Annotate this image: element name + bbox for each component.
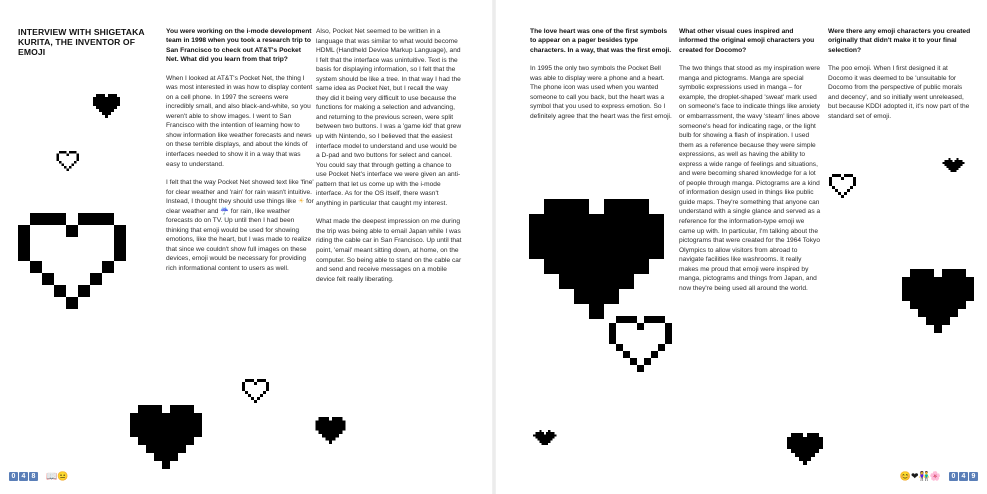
filled-heart-icon xyxy=(93,94,120,118)
answer-1-paragraph-2 xyxy=(166,178,314,273)
answer-5-paragraph-1: The poo emoji. When I first designed it at Docomo it was deemed to be 'unsuitable for Docomo from the perspective of public morals and decency', and so initially went unreleased, but because KDDI adopted it, it's now part of the standard set of emoji. xyxy=(828,65,970,120)
page-digit: 4 xyxy=(19,472,28,481)
large-outline-heart-icon xyxy=(18,213,126,309)
page-digit: 9 xyxy=(969,472,978,481)
filled-heart-icon xyxy=(787,433,823,465)
umbrella-icon: ☔ xyxy=(220,207,229,215)
outline-heart-icon xyxy=(609,316,672,372)
article-title: INTERVIEW WITH SHIGETAKA KURITA, THE INVENTOR OF EMOJI xyxy=(18,27,145,57)
question-3: What other visual cues inspired and informed the original emoji characters you created for Docomo? xyxy=(679,28,815,54)
book-face-icon: 📖😐 xyxy=(46,471,69,481)
answer-3-paragraph-1: In 1995 the only two symbols the Pocket Bell was able to display were a phone and a heart. The phone icon was used when you wanted someone to call you back, but the heart was a symbol that you used to express emotion. So I definitely agree that the heart was the first emoji. xyxy=(530,65,672,120)
column-2 xyxy=(316,27,462,284)
page-number xyxy=(949,472,978,481)
question-2: The love heart was one of the first symbols to appear on a pager besides type characters. In a way, that was the first emoji. xyxy=(530,28,672,54)
answer-1-text-b: for clear weather and xyxy=(166,198,314,215)
answer-1-text-c: for rain, like weather forecasts do on TV. Up until then I had been thinking that emoji would be used for showing emotions, like the heart, but I was made to realize that since we couldn't show full images on these devices, emoji would be necessary for providing rich informational content to users as well. xyxy=(166,207,312,273)
answer-4-paragraph-1: The two things that stood as my inspiration were manga and pictograms. Manga are special symbolic expressions used in manga – for example, the droplet-shaped 'sweat' mark used on someone's face to indicate things like anxiety or embarrassment, the wavy 'steam' lines above someone's head for indicating rage, or the light bulb for showing a flash of inspiration. I used them as a reference because they were simple expressions, as well as having the ability to express a wide range of feelings and situations, and were becoming shared knowledge for a lot of people through manga. Pictograms are a kind of information design used in things like public guide maps. They're something that anyone can understand with a single glance and served as a reference for the information-type emoji we came up with. In particular, I'm talking about the pictograms that were created for the 1964 Tokyo Olympics to allow visitors from abroad to navigate facilities like washrooms. It really makes me proud that emoji were inspired by manga, pictograms and things from Japan, and now they're being used all around the world. xyxy=(679,65,821,292)
outline-heart-icon xyxy=(56,151,79,171)
footer-left xyxy=(9,471,68,481)
page-number xyxy=(9,472,38,481)
column-4 xyxy=(679,27,821,293)
question-4: Were there any emoji characters you created originally that didn't make it to your final selection? xyxy=(828,28,971,54)
answer-1-paragraph-1: When I looked at AT&T's Pocket Net, the thing I was most interested in was how to display content on a cell phone. In 1997 the screens were incredibly small, and also black-and-white, so you weren't able to show images. I went to San Francisco with the intention of learning how to show information like weather forecasts and news on these terrible displays, and about the kinds of interfaces needed to show it in a way that was easy to understand. xyxy=(166,74,313,168)
large-filled-heart-icon xyxy=(529,199,664,319)
filled-heart-icon xyxy=(315,417,346,444)
question-1: You were working on the i-mode development team in 1998 when you took a research trip to San Francisco to check out AT&T's Pocket Net. What did you learn from that trip? xyxy=(166,28,312,64)
wide-heart-icon xyxy=(941,158,968,172)
answer-1-text-a: I felt that the way Pocket Net showed text like 'fine' for clear weather and 'rain' for rain wasn't intuitive. Instead, I thought they should use things like xyxy=(166,179,314,206)
page-digit: 0 xyxy=(949,472,958,481)
outline-heart-icon xyxy=(829,174,856,198)
footer-right xyxy=(900,471,978,481)
wide-heart-icon xyxy=(531,430,561,445)
page-digit: 8 xyxy=(29,472,38,481)
large-filled-heart-icon xyxy=(130,405,202,469)
outline-heart-icon xyxy=(242,379,269,403)
column-3 xyxy=(530,27,672,122)
column-1 xyxy=(166,27,314,274)
page-digit: 0 xyxy=(9,472,18,481)
answer-2-paragraph-2: What made the deepest impression on me during the trip was being able to email Japan while I was riding the cable car in San Francisco. Up until that point, 'email' meant sitting down, at home, on the computer. So being able to stand on the cable car and send and receive messages on a mobile device felt really liberating. xyxy=(316,218,462,283)
page-digit: 4 xyxy=(959,472,968,481)
emoji-strip-icon: 😊❤👫🌸 xyxy=(899,471,941,481)
column-5 xyxy=(828,27,972,122)
page-gutter xyxy=(492,0,496,494)
answer-2-paragraph-1: Also, Pocket Net seemed to be written in a language that was similar to what would become HDML (Handheld Device Markup Language), and I felt that the interface was unintuitive. Text is the basis for displaying information, so I felt that the system should be like a tree. In that way I had the same idea as Pocket Net, but I recall the way they did it being very difficult to use because the functions for making a selection and advancing, and returning to the previous screen, were split between two buttons. I was a 'game kid' that grew up with Nintendo, so I believed that the easiest interface model to understand and use would be a D-pad and two buttons for select and cancel. You could say that through getting a chance to use Pocket Net's interface we were given an anti-pattern that let us come up with the i-mode interface. As for the OS itself, there wasn't anything in particular that caught my interest. xyxy=(316,28,462,207)
sun-icon: ☀ xyxy=(297,198,305,206)
large-filled-heart-icon xyxy=(902,269,974,333)
